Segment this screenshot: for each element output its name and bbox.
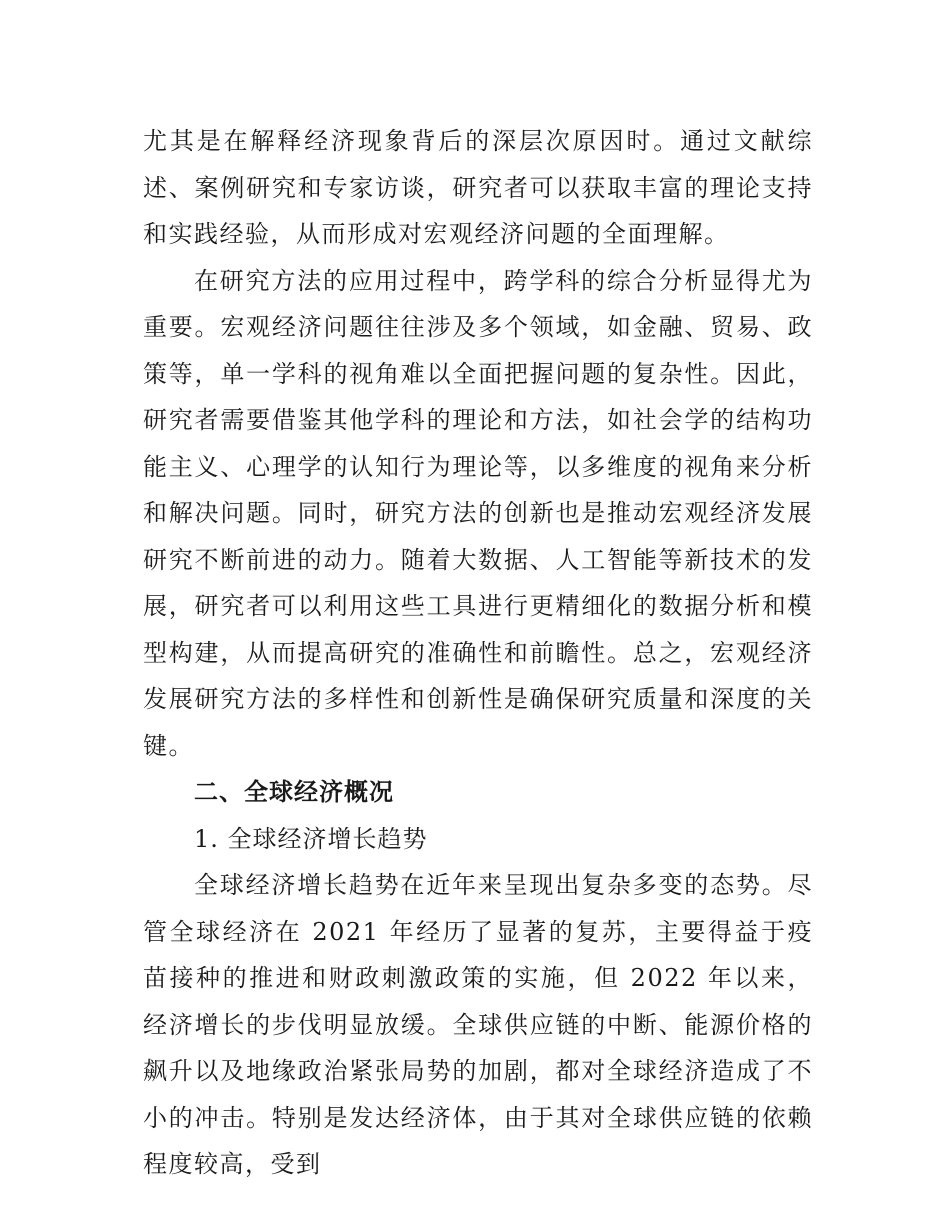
paragraph-continuation: 尤其是在解释经济现象背后的深层次原因时。通过文献综述、案例研究和专家访谈，研究者可以获取丰富的理论支持和实践经验，从而形成对宏观经济问题的全面理解。: [143, 127, 813, 248]
paragraph-global-growth: 全球经济增长趋势在近年来呈现出复杂多变的态势。尽管全球经济在 2021 年经历了显著的复苏，主要得益于疫苗接种的推进和财政刺激政策的实施，但 2022 年以来，经济增长的步伐明显放缓。全球供应链的中断、能源价格的飙升以及地缘政治紧张局势的加剧，都对全球经济造成了不小的冲击。特别是发达经济体，由于其对全球供应链的依赖程度较高，受到: [143, 871, 813, 1178]
document-page: [143, 118, 813, 1188]
section-heading: 二、全球经济概况: [194, 778, 394, 806]
subsection-heading: 1. 全球经济增长趋势: [194, 824, 428, 853]
paragraph-research-methods: 在研究方法的应用过程中，跨学科的综合分析显得尤为重要。宏观经济问题往往涉及多个领域，如金融、贸易、政策等，单一学科的视角难以全面把握问题的复杂性。因此，研究者需要借鉴其他学科的理论和方法，如社会学的结构功能主义、心理学的认知行为理论等，以多维度的视角来分析和解决问题。同时，研究方法的创新也是推动宏观经济发展研究不断前进的动力。随着大数据、人工智能等新技术的发展，研究者可以利用这些工具进行更精细化的数据分析和模型构建，从而提高研究的准确性和前瞻性。总之，宏观经济发展研究方法的多样性和创新性是确保研究质量和深度的关键。: [143, 266, 813, 760]
